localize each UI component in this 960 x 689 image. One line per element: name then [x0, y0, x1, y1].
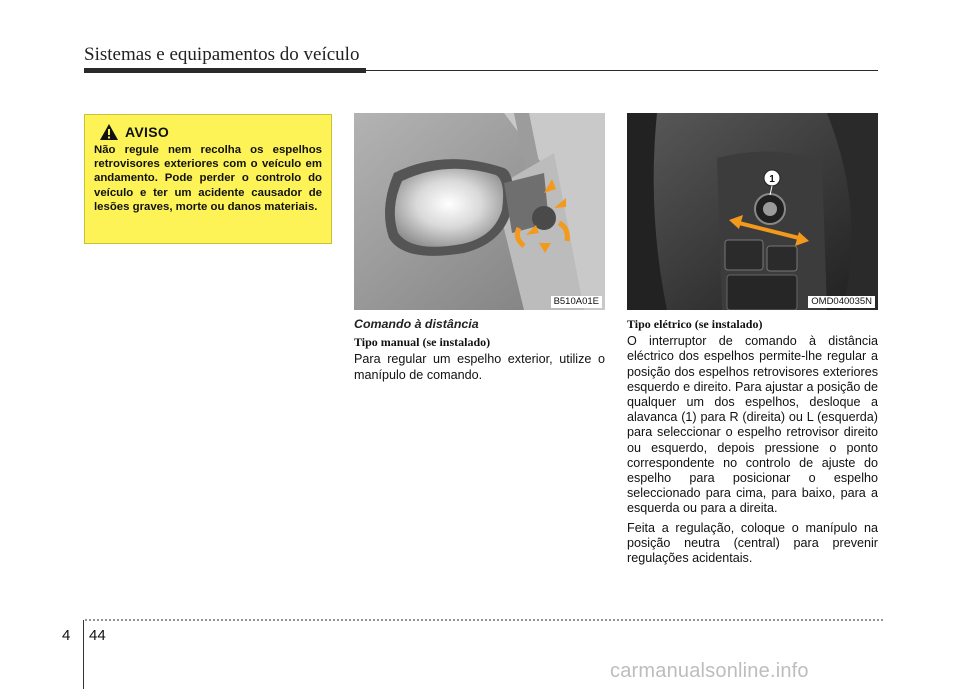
manual-mirror-illustration — [354, 113, 605, 310]
warning-title: AVISO — [125, 124, 170, 140]
manual-type-subtitle: Tipo manual (se instalado) — [354, 335, 491, 350]
electric-mirror-illustration — [627, 113, 878, 310]
remote-control-section — [354, 317, 605, 387]
chapter-number: 4 — [62, 627, 71, 644]
warning-triangle-icon — [99, 123, 119, 141]
footer-dotted-rule — [84, 619, 884, 621]
callout-number: 1 — [769, 174, 775, 185]
electric-mirror-figure — [627, 113, 878, 310]
warning-box — [84, 114, 332, 244]
electric-type-subtitle: Tipo elétrico (se instalado) — [627, 317, 763, 331]
page-number: 44 — [89, 627, 106, 644]
header-rule — [84, 68, 366, 73]
warning-text: Não regule nem recolha os espelhos retrovisores exteriores com o veículo em andamento. Pode perder o controlo do veículo e ter um acidente causador de lesões graves, morte ou danos materiais. — [94, 144, 322, 213]
figure-code: OMD040035N — [808, 296, 875, 308]
electric-type-section — [627, 317, 878, 570]
electric-type-paragraph: O interruptor de comando à distância eléctrico dos espelhos permite-lhe regular a posição dos espelhos retrovisores exteriores esquerdo e direito. Para ajustar a posição de qualquer um dos espelhos, desloque a alavanca (1) para R (direita) ou L (esquerda) para seleccionar o espelho retrovisor direito ou esquerdo, depois pressione o ponto correspondente no controlo de ajuste do espelho para posicionar o espelho seleccionado para cima, para baixo, para a esquerda ou para a direita. — [627, 334, 878, 516]
page-header-title: Sistemas e equipamentos do veículo — [84, 44, 360, 65]
manual-mirror-figure — [354, 113, 605, 310]
header-rule-thin — [366, 70, 878, 71]
watermark: carmanualsonline.info — [610, 660, 809, 682]
section-title: Comando à distância — [354, 317, 479, 331]
manual-type-text: Para regular um espelho exterior, utilize o manípulo de comando. — [354, 352, 605, 382]
electric-type-paragraph: Feita a regulação, coloque o manípulo na posição neutra (central) para prevenir regulações acidentais. — [627, 520, 878, 566]
warning-header — [99, 123, 322, 141]
figure-code: B510A01E — [551, 296, 602, 308]
footer-divider — [83, 620, 84, 689]
